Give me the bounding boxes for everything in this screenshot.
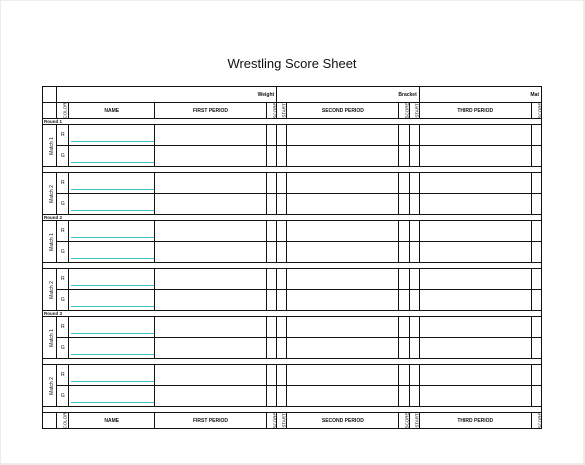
first-period-cell[interactable] [155,338,267,359]
color-green: G [57,146,69,167]
match-label-text: Match 1 [48,328,55,347]
score-sheet-page [1,1,583,463]
weight-field[interactable]: Weight [57,87,277,103]
start-cell[interactable] [409,242,419,263]
start-cell[interactable] [409,386,419,407]
bottom-column-header-row [43,413,542,429]
start-cell[interactable] [277,173,287,194]
name-underline [71,333,154,334]
score-cell[interactable] [267,146,277,167]
bottom-corner [43,413,57,429]
score-cell[interactable] [399,194,409,215]
start-cell[interactable] [409,317,419,338]
third-period-cell[interactable] [419,146,531,167]
score-cell[interactable] [531,146,541,167]
wrestler-row [43,317,542,338]
name-underline [71,381,154,382]
start-cell[interactable] [277,146,287,167]
first-period-cell[interactable] [155,194,267,215]
score-cell[interactable] [267,317,277,338]
wrestler-name-field[interactable] [69,338,155,359]
top-first-period-header: FIRST PERIOD [155,103,267,119]
color-red: R [57,269,69,290]
second-period-cell[interactable] [287,365,399,386]
top-score-header-1 [267,103,277,119]
score-cell[interactable] [267,125,277,146]
wrestler-name-field[interactable] [69,194,155,215]
score-cell[interactable] [399,146,409,167]
start-cell[interactable] [277,338,287,359]
wrestler-name-field[interactable] [69,242,155,263]
first-period-cell[interactable] [155,125,267,146]
color-green: G [57,194,69,215]
start-cell[interactable] [277,125,287,146]
second-period-cell[interactable] [287,386,399,407]
first-period-cell[interactable] [155,221,267,242]
third-period-cell[interactable] [419,173,531,194]
start-cell[interactable] [277,269,287,290]
name-underline [71,210,154,211]
start-cell[interactable] [409,365,419,386]
top-score-header-2-text: SCORE [404,101,410,119]
score-cell[interactable] [531,221,541,242]
first-period-cell[interactable] [155,242,267,263]
first-period-cell[interactable] [155,365,267,386]
top-column-header-row [43,103,542,119]
second-period-cell[interactable] [287,338,399,359]
wrestler-row [43,242,542,263]
bottom-start-header-3 [409,413,419,429]
start-cell[interactable] [409,290,419,311]
bottom-color-header [57,413,69,429]
name-underline [71,306,154,307]
top-second-period-header: SECOND PERIOD [287,103,399,119]
third-period-cell[interactable] [419,194,531,215]
first-period-cell[interactable] [155,173,267,194]
wrestler-name-field[interactable] [69,386,155,407]
score-cell[interactable] [399,173,409,194]
bottom-score-header-2-text: SCORE [404,411,410,429]
name-underline [71,141,154,142]
name-underline [71,189,154,190]
third-period-cell[interactable] [419,365,531,386]
top-corner [43,87,57,103]
score-cell[interactable] [267,242,277,263]
wrestler-name-field[interactable] [69,269,155,290]
score-cell[interactable] [267,365,277,386]
match-label [43,173,57,215]
color-red: R [57,365,69,386]
color-red: R [57,221,69,242]
score-cell[interactable] [531,290,541,311]
score-cell[interactable] [399,338,409,359]
first-period-cell[interactable] [155,290,267,311]
top-score-header-2 [399,103,409,119]
first-period-cell[interactable] [155,386,267,407]
second-period-cell[interactable] [287,290,399,311]
start-cell[interactable] [277,221,287,242]
top-start-header-2 [277,103,287,119]
match-label-text: Match 1 [48,136,55,155]
start-cell[interactable] [277,242,287,263]
start-cell[interactable] [409,173,419,194]
round-label-row-cell: Round 2 [43,215,542,221]
third-period-cell[interactable] [419,221,531,242]
name-underline [71,237,154,238]
score-cell[interactable] [399,386,409,407]
score-cell[interactable] [399,242,409,263]
start-cell[interactable] [409,221,419,242]
wrestler-row [43,290,542,311]
bottom-score-header-1 [267,413,277,429]
score-cell[interactable] [267,386,277,407]
bracket-field[interactable]: Bracket [277,87,420,103]
top-score-header-1-text: SCORE [272,101,278,119]
bottom-start-header-2 [277,413,287,429]
match-label-text: Match 2 [48,280,55,299]
start-cell[interactable] [277,290,287,311]
score-cell[interactable] [531,338,541,359]
color-red: R [57,317,69,338]
color-green: G [57,242,69,263]
wrestler-row [43,173,542,194]
wrestler-name-field[interactable] [69,146,155,167]
start-cell[interactable] [277,194,287,215]
score-cell[interactable] [531,317,541,338]
score-cell[interactable] [267,269,277,290]
third-period-cell[interactable] [419,317,531,338]
score-cell[interactable] [267,194,277,215]
name-underline [71,285,154,286]
wrestler-row [43,146,542,167]
start-cell[interactable] [409,269,419,290]
color-green: G [57,386,69,407]
wrestler-row [43,125,542,146]
score-cell[interactable] [267,338,277,359]
round-label-row-cell: Round 1 [43,119,542,125]
score-cell[interactable] [531,269,541,290]
match-label-text: Match 2 [48,376,55,395]
match-label-text: Match 1 [48,232,55,251]
score-cell[interactable] [399,125,409,146]
start-cell[interactable] [277,386,287,407]
wrestler-name-field[interactable] [69,221,155,242]
start-cell[interactable] [409,125,419,146]
score-cell[interactable] [399,221,409,242]
score-cell[interactable] [531,194,541,215]
third-period-cell[interactable] [419,338,531,359]
third-period-cell[interactable] [419,125,531,146]
bottom-start-header-3-text: START [414,412,420,428]
mat-field[interactable]: Mat [419,87,541,103]
bottom-third-period-header: THIRD PERIOD [419,413,531,429]
color-green: G [57,290,69,311]
first-period-cell[interactable] [155,146,267,167]
score-table [42,86,542,429]
score-cell[interactable] [267,173,277,194]
wrestler-row [43,338,542,359]
second-period-cell[interactable] [287,221,399,242]
score-cell[interactable] [531,242,541,263]
wrestler-name-field[interactable] [69,173,155,194]
top-name-header: NAME [69,103,155,119]
start-cell[interactable] [409,338,419,359]
score-cell[interactable] [399,269,409,290]
wrestler-name-field[interactable] [69,317,155,338]
bottom-score-header-3-text: SCORE [537,411,543,429]
third-period-cell[interactable] [419,290,531,311]
bottom-name-header: NAME [69,413,155,429]
name-underline [71,258,154,259]
top-start-header-3 [409,103,419,119]
bottom-score-header-1-text: SCORE [272,411,278,429]
name-underline [71,402,154,403]
wrestler-name-field[interactable] [69,125,155,146]
second-period-cell[interactable] [287,269,399,290]
start-cell[interactable] [409,194,419,215]
third-period-cell[interactable] [419,269,531,290]
second-period-cell[interactable] [287,317,399,338]
wrestler-name-field[interactable] [69,290,155,311]
score-cell[interactable] [399,365,409,386]
start-cell[interactable] [277,365,287,386]
first-period-cell[interactable] [155,269,267,290]
name-underline [71,162,154,163]
name-underline [71,354,154,355]
score-cell[interactable] [531,365,541,386]
bottom-score-header-2 [399,413,409,429]
top-start-header-3-text: START [414,102,420,118]
top-corner [43,103,57,119]
top-color-header [57,103,69,119]
score-cell[interactable] [267,290,277,311]
second-period-cell[interactable] [287,194,399,215]
round-label-row-cell: Round 3 [43,311,542,317]
bottom-first-period-header: FIRST PERIOD [155,413,267,429]
match-label [43,269,57,311]
wrestler-row [43,221,542,242]
score-cell[interactable] [531,386,541,407]
bottom-color-header-text: COLOR [62,411,68,429]
color-red: R [57,125,69,146]
second-period-cell[interactable] [287,125,399,146]
color-red: R [57,173,69,194]
bottom-score-header-3 [531,413,541,429]
color-green: G [57,338,69,359]
score-cell[interactable] [399,317,409,338]
second-period-cell[interactable] [287,146,399,167]
bottom-second-period-header: SECOND PERIOD [287,413,399,429]
start-cell[interactable] [277,317,287,338]
second-period-cell[interactable] [287,173,399,194]
top-score-header-3-text: SCORE [537,101,543,119]
match-label [43,221,57,263]
bottom-start-header-2-text: START [281,412,287,428]
top-third-period-header: THIRD PERIOD [419,103,531,119]
page-title: Wrestling Score Sheet [227,56,357,71]
wrestler-row [43,386,542,407]
match-label [43,125,57,167]
wrestler-row [43,269,542,290]
match-label [43,365,57,407]
top-color-header-text: COLOR [62,101,68,119]
top-score-header-3 [531,103,541,119]
start-cell[interactable] [409,146,419,167]
wrestler-name-field[interactable] [69,365,155,386]
third-period-cell[interactable] [419,242,531,263]
top-header-row [43,87,542,103]
second-period-cell[interactable] [287,242,399,263]
wrestler-row [43,365,542,386]
score-cell[interactable] [399,290,409,311]
first-period-cell[interactable] [155,317,267,338]
score-cell[interactable] [531,125,541,146]
match-label [43,317,57,359]
wrestler-row [43,194,542,215]
score-cell[interactable] [267,221,277,242]
top-start-header-2-text: START [281,102,287,118]
score-cell[interactable] [531,173,541,194]
third-period-cell[interactable] [419,386,531,407]
match-label-text: Match 2 [48,184,55,203]
